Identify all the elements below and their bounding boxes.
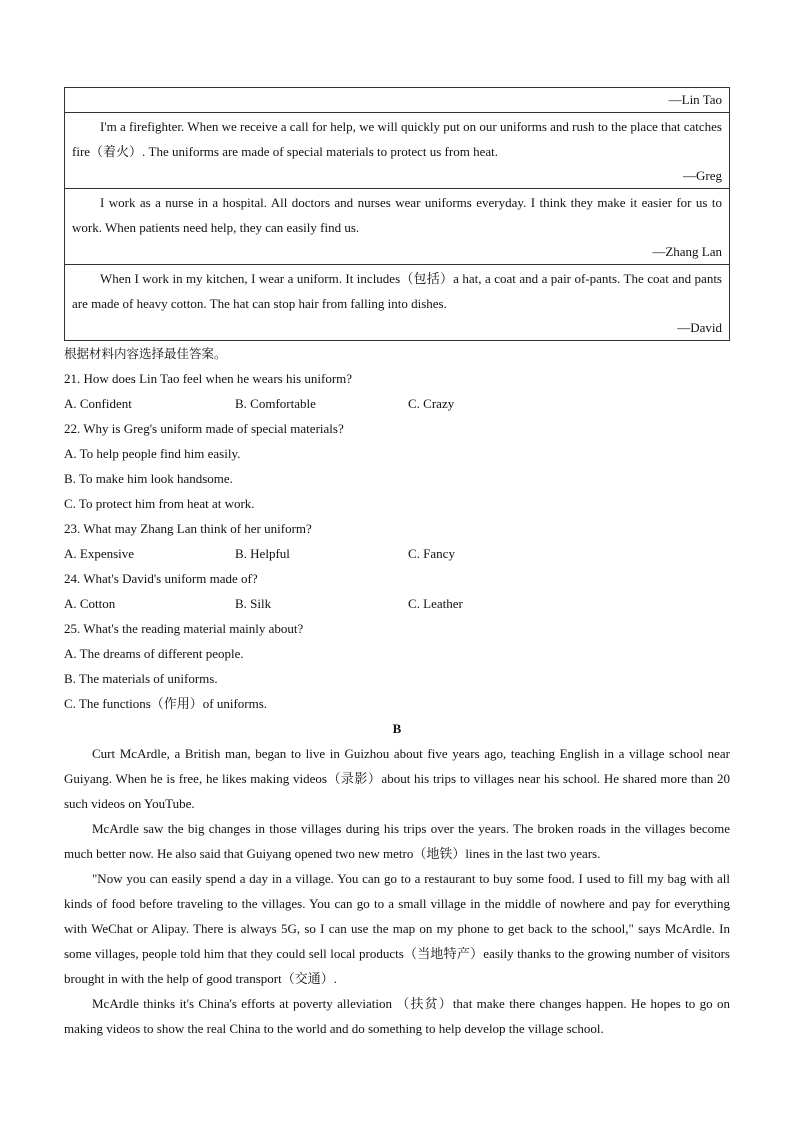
signature-greg: —Greg [683,168,722,183]
q21-option-b: B. Comfortable [235,396,316,411]
passage-paragraph: McArdle saw the big changes in those villages during his trips over the years. The broken roads in the villages become much better now. He also said that Guiyang opened two new metro（地铁）lines in the last two years. [64,821,730,861]
q24-option-c: C. Leather [408,596,463,611]
q22-option-c: C. To protect him from heat at work. [64,496,255,511]
question-24-stem: 24. What's David's uniform made of? [64,571,258,586]
quotes-table [64,87,730,341]
quote-row [65,113,730,189]
q21-option-c: C. Crazy [408,396,455,411]
quote-row [65,189,730,265]
quote-text-zhang-lan: I work as a nurse in a hospital. All doctors and nurses wear uniforms everyday. I think they make it easier for us to work. When patients need help, they can easily find us. [72,195,722,235]
passage-paragraph: McArdle thinks it's China's efforts at poverty alleviation （扶贫）that make there changes happen. He hopes to go on making videos to show the real China to the world and do something to help develop the village school. [64,996,730,1036]
question-23-stem: 23. What may Zhang Lan think of her uniform? [64,521,312,536]
section-b-heading: B [392,721,402,736]
q25-option-a: A. The dreams of different people. [64,646,244,661]
document-page [64,87,730,1041]
signature-david: —David [677,320,722,335]
q25-option-c: C. The functions（作用）of uniforms. [64,696,268,711]
q24-option-b: B. Silk [235,596,272,611]
question-21-stem: 21. How does Lin Tao feel when he wears his uniform? [64,371,353,386]
quote-row [65,265,730,341]
q25-option-b: B. The materials of uniforms. [64,671,218,686]
passage-paragraph: Curt McArdle, a British man, began to live in Guizhou about five years ago, teaching English in a village school near Guiyang. When he is free, he likes making videos（录影）about his trips to villages near his school. He shared more than 20 such videos on YouTube. [64,746,730,811]
instruction: 根据材料内容选择最佳答案。 [64,346,227,361]
q22-option-a: A. To help people find him easily. [64,446,241,461]
quote-text-david: When I work in my kitchen, I wear a uniform. It includes（包括）a hat, a coat and a pair of-pants. The coat and pants are made of heavy cotton. The hat can stop hair from falling into dishes. [72,271,722,311]
q23-option-c: C. Fancy [408,546,455,561]
question-22-stem: 22. Why is Greg's uniform made of special materials? [64,421,344,436]
question-24-options [64,591,730,616]
q23-option-b: B. Helpful [235,546,290,561]
signature-lin-tao: —Lin Tao [668,92,722,107]
quote-row [65,88,730,113]
passage-paragraph: "Now you can easily spend a day in a village. You can go to a restaurant to buy some food. I used to fill my bag with all kinds of food before traveling to the villages. You can go to a small village in the middle of nowhere and pay for everything with WeChat or Alipay. There is always 5G, so I can use the map on my phone to get back to the school," says McArdle. In some villages, people told him that they could sell local products（当地特产）easily thanks to the growing number of visitors brought in with the help of good transport（交通）. [64,871,730,986]
question-23-options [64,541,730,566]
question-21-options [64,391,730,416]
q22-option-b: B. To make him look handsome. [64,471,233,486]
quote-text-greg: I'm a firefighter. When we receive a call for help, we will quickly put on our uniforms and rush to the place that catches fire（着火）. The uniforms are made of special materials to protect us from heat. [72,119,722,159]
q21-option-a: A. Confident [64,396,132,411]
question-25-stem: 25. What's the reading material mainly about? [64,621,304,636]
q24-option-a: A. Cotton [64,596,116,611]
signature-zhang-lan: —Zhang Lan [652,244,722,259]
q23-option-a: A. Expensive [64,546,135,561]
